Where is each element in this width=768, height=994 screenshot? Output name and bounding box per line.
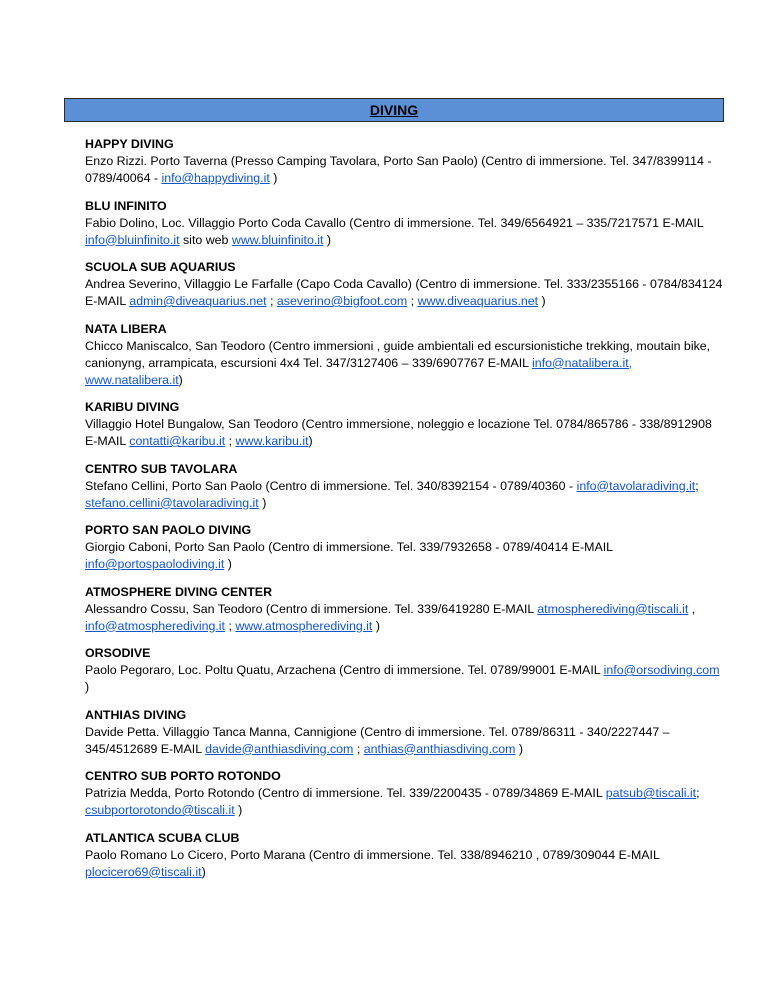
dive-center-entry [85, 321, 725, 389]
website-link[interactable]: www.karibu.it [235, 434, 309, 448]
closing-paren: ) [515, 741, 523, 756]
email-link[interactable]: admin@diveaquarius.net [129, 294, 267, 308]
dive-center-entry [85, 584, 725, 635]
details-text: Paolo Romano Lo Cicero, Porto Marana (Centro di immersione. Tel. 338/8946210 , 0789/309044 E-MAIL [85, 847, 660, 862]
closing-paren: ) [258, 495, 267, 510]
dive-center-entry [85, 768, 725, 819]
dive-center-name: BLU INFINITO [85, 198, 167, 213]
email-link[interactable]: anthias@anthiasdiving.com [363, 741, 516, 756]
section-heading-bar [64, 98, 724, 122]
dive-center-name: PORTO SAN PAOLO DIVING [85, 523, 252, 537]
dive-center-list [85, 136, 725, 891]
website-link[interactable]: www.atmospherediving.it [235, 618, 373, 633]
dive-center-details [85, 847, 725, 881]
closing-paren: ) [323, 232, 332, 247]
link-separator: ; [225, 434, 236, 448]
link-separator: ; [225, 618, 236, 633]
closing-paren: ) [234, 803, 243, 817]
details-text: Andrea Severino, Villaggio Le Farfalle (Capo Coda Cavallo) (Centro di immersione. Tel. 333/2355166 - 0784/834124 E-MAIL [85, 277, 723, 308]
dive-center-name: CENTRO SUB PORTO ROTONDO [85, 769, 281, 783]
details-text: Fabio Dolino, Loc. Villaggio Porto Coda Cavallo (Centro di immersione. Tel. 349/6564921 – 335/7217571 E-MAIL [85, 215, 704, 230]
dive-center-details [85, 601, 725, 635]
details-text: Stefano Cellini, Porto San Paolo (Centro di immersione. Tel. 340/8392154 - 0789/40360 - [85, 478, 577, 493]
closing-paren: ) [269, 171, 278, 185]
link-separator: sito web [179, 232, 232, 247]
email-link[interactable]: plocicero69@tiscali.it [85, 864, 202, 879]
dive-center-entry [85, 830, 725, 881]
dive-center-details [85, 338, 725, 389]
dive-center-details [85, 662, 725, 696]
dive-center-name: HAPPY DIVING [85, 137, 174, 151]
closing-paren: ) [201, 864, 206, 879]
email-link[interactable]: patsub@tiscali.it [605, 786, 697, 800]
link-separator: ; [695, 478, 699, 493]
dive-center-details [85, 539, 725, 573]
dive-center-details [85, 215, 725, 249]
section-heading: DIVING [369, 102, 419, 118]
details-text: Alessandro Cossu, San Teodoro (Centro di immersione. Tel. 339/6419280 E-MAIL [85, 601, 538, 616]
details-text: Giorgio Caboni, Porto San Paolo (Centro di immersione. Tel. 339/7932658 - 0789/40414 E-MAIL [85, 540, 613, 554]
email-link[interactable]: info@portospaolodiving.it [85, 557, 225, 571]
email-link[interactable]: info@happydiving.it [161, 171, 270, 185]
closing-paren: ) [224, 557, 232, 571]
dive-center-details [85, 478, 725, 512]
link-separator: ; [696, 786, 700, 800]
details-text: Paolo Pegoraro, Loc. Poltu Quatu, Arzachena (Centro di immersione. Tel. 0789/99001 E-MAIL [85, 663, 604, 677]
dive-center-entry [85, 136, 725, 187]
closing-paren: ) [538, 294, 546, 308]
dive-center-entry [85, 399, 725, 450]
dive-center-details [85, 785, 725, 819]
dive-center-entry [85, 198, 725, 249]
details-text: Enzo Rizzi. Porto Taverna (Presso Camping Tavolara, Porto San Paolo) (Centro di immersione. Tel. 347/8399114 - 0789/40064 - [85, 154, 712, 185]
dive-center-entry [85, 522, 725, 573]
dive-center-name: NATA LIBERA [85, 321, 167, 336]
dive-center-name: ORSODIVE [85, 646, 151, 660]
details-text: Davide Petta. Villaggio Tanca Manna, Cannigione (Centro di immersione. Tel. 0789/86311 - 340/2227447 – 345/4512689 E-MAIL [85, 724, 670, 756]
dive-center-details [85, 416, 725, 450]
dive-center-name: ATMOSPHERE DIVING CENTER [85, 584, 273, 599]
dive-center-entry [85, 645, 725, 696]
link-separator: ; [266, 294, 277, 308]
website-link[interactable]: www.diveaquarius.net [417, 294, 539, 308]
dive-center-details [85, 724, 725, 758]
closing-paren: ) [372, 618, 380, 633]
dive-center-details [85, 153, 725, 187]
details-text: Villaggio Hotel Bungalow, San Teodoro (Centro immersione, noleggio e locazione Tel. 0784/865786 - 338/8912908 E-MAIL [85, 417, 712, 448]
website-link[interactable]: www.bluinfinito.it [231, 232, 324, 247]
details-text: Patrizia Medda, Porto Rotondo (Centro di immersione. Tel. 339/2200435 - 0789/34869 E-MAIL [85, 786, 606, 800]
dive-center-entry [85, 461, 725, 512]
link-separator: ; [407, 294, 418, 308]
email-link[interactable]: davide@anthiasdiving.com [205, 741, 354, 756]
email-link[interactable]: atmospherediving@tiscali.it [537, 601, 689, 616]
dive-center-name: ATLANTICA SCUBA CLUB [85, 830, 240, 845]
email-link[interactable]: aseverino@bigfoot.com [276, 294, 408, 308]
dive-center-name: SCUOLA SUB AQUARIUS [85, 260, 236, 274]
email-link[interactable]: info@orsodiving.com [603, 663, 720, 677]
link-separator: , [688, 601, 696, 616]
closing-paren: ) [85, 680, 90, 694]
details-text: Chicco Maniscalco, San Teodoro (Centro immersioni , guide ambientali ed escursionistiche trekking, moutain bike, canionyng, arrampicata, escursioni 4x4 Tel. 347/3127406 – 339/6907767 E-MAIL [85, 338, 711, 370]
closing-paren: ) [178, 372, 183, 387]
email-link[interactable]: info@natalibera.it, www.natalibera.it [85, 355, 633, 387]
email-link[interactable]: csubportorotondo@tiscali.it [85, 803, 235, 817]
dive-center-entry [85, 707, 725, 758]
dive-center-details [85, 276, 725, 310]
email-link[interactable]: info@tavolaradiving.it [576, 478, 696, 493]
dive-center-entry [85, 259, 725, 310]
link-separator: ; [353, 741, 364, 756]
email-link[interactable]: contatti@karibu.it [129, 434, 226, 448]
closing-paren: ) [308, 434, 313, 448]
dive-center-name: KARIBU DIVING [85, 400, 180, 414]
email-link[interactable]: stefano.cellini@tavolaradiving.it [85, 495, 259, 510]
email-link[interactable]: info@atmospherediving.it [85, 618, 225, 633]
dive-center-name: CENTRO SUB TAVOLARA [85, 461, 238, 476]
dive-center-name: ANTHIAS DIVING [85, 707, 187, 722]
email-link[interactable]: info@bluinfinito.it [85, 232, 180, 247]
